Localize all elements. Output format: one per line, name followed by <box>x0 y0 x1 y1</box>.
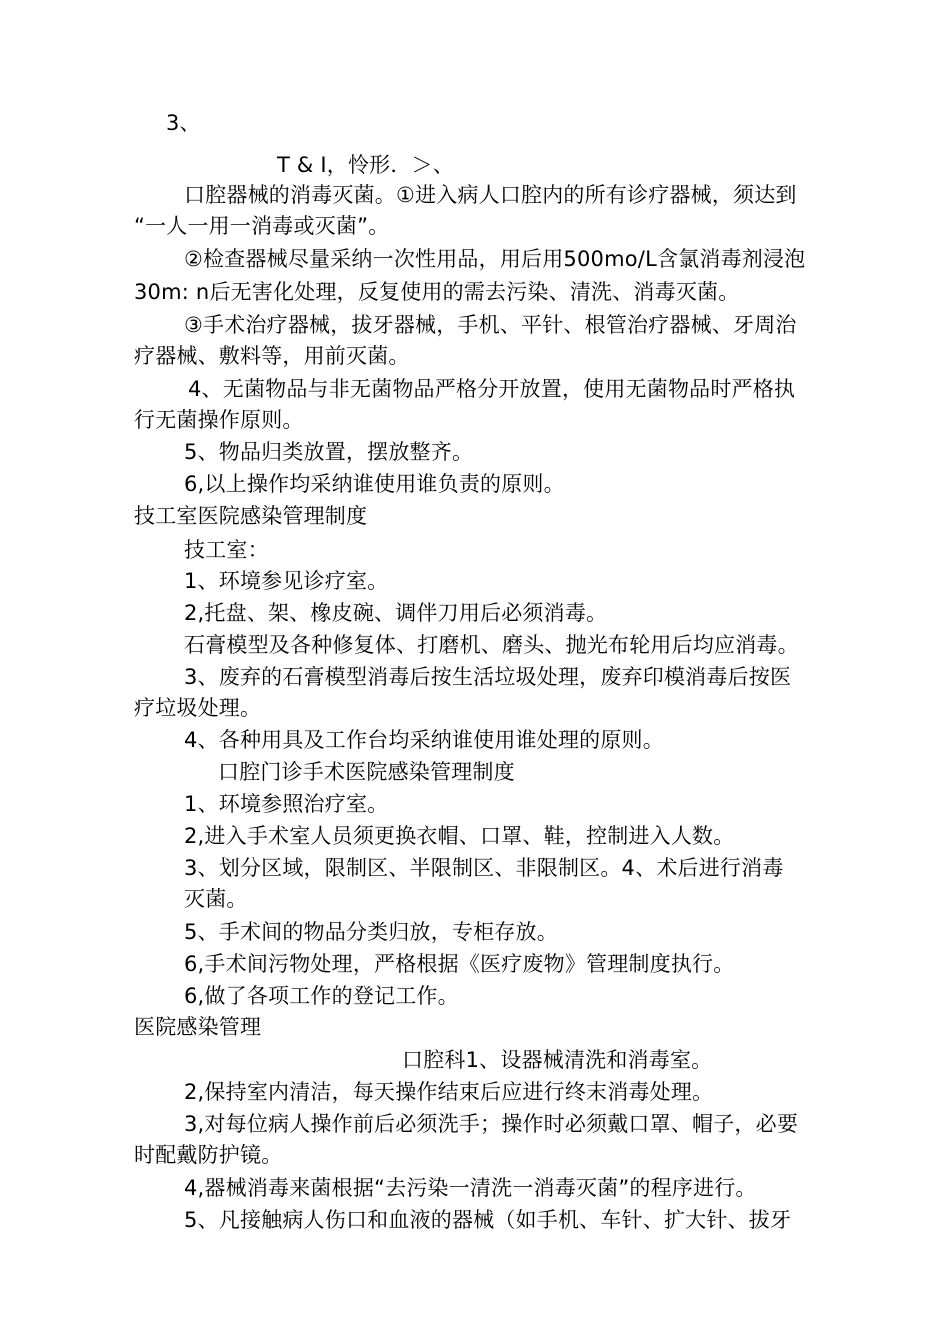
section-heading: 口腔门诊手术医院感染管理制度 <box>218 760 515 784</box>
text-line: 2,进入手术室人员须更换衣帽、口罩、鞋，控制进入人数。 <box>184 824 735 848</box>
text-line: 3、 <box>166 111 201 135</box>
text-line: 行无菌操作原则。 <box>134 408 304 432</box>
text-line: 1、环境参照治疗室。 <box>184 792 389 816</box>
text-line: 5、凡接触病人伤口和血液的器械（如手机、车针、扩大针、拔牙 <box>184 1208 792 1232</box>
section-heading: 技工室医院感染管理制度 <box>134 504 368 528</box>
text-line: 3,对每位病人操作前后必须洗手；操作时必须戴口罩、帽子，必要 <box>184 1112 799 1136</box>
text-line: 灭菌。 <box>184 887 248 911</box>
text-line: ③手术治疗器械，拔牙器械，手机、平针、根管治疗器械、牙周治 <box>184 313 797 337</box>
text-line: ②检查器械尽量采纳一次性用品，用后用500mo/L含氯消毒剂浸泡 <box>184 247 806 271</box>
section-heading: 医院感染管理 <box>134 1015 262 1039</box>
text-line: 2,保持室内清洁，每天操作结束后应进行终末消毒处理。 <box>184 1080 714 1104</box>
text-line: 疗垃圾处理。 <box>134 696 262 720</box>
text-line: 3、划分区域，限制区、半限制区、非限制区。4、术后进行消毒 <box>184 856 784 880</box>
text-line: 6,做了各项工作的登记工作。 <box>184 984 459 1008</box>
text-line: 时配戴防护镜。 <box>134 1143 283 1167</box>
text-line: 6,以上操作均采纳谁使用谁负责的原则。 <box>184 472 565 496</box>
text-line: 4、无菌物品与非无菌物品严格分开放置，使用无菌物品时严格执 <box>188 377 796 401</box>
text-line: 疗器械、敷料等，用前灭菌。 <box>134 344 410 368</box>
text-line: T & I，怜形．＞、 <box>277 153 454 177</box>
text-line: 5、物品归类放置，摆放整齐。 <box>184 440 474 464</box>
text-line: 4、各种用具及工作台均采纳谁使用谁处理的原则。 <box>184 728 664 752</box>
text-line: 6,手术间污物处理，严格根据《医疗废物》管理制度执行。 <box>184 952 735 976</box>
text-line: 口腔科1、设器械清洗和消毒室。 <box>402 1048 713 1072</box>
text-line: “一人一用一消毒或灭菌”。 <box>134 214 390 238</box>
text-line: 5、手术间的物品分类归放，专柜存放。 <box>184 920 558 944</box>
text-line: 30m: n后无害化处理，反复使用的需去污染、清洗、消毒灭菌。 <box>134 280 740 304</box>
text-line: 技工室： <box>184 538 269 562</box>
text-line: 4,器械消毒来菌根据“去污染一清洗一消毒灭菌”的程序进行。 <box>184 1176 757 1200</box>
text-line: 口腔器械的消毒灭菌。①进入病人口腔内的所有诊疗器械，须达到 <box>184 183 797 207</box>
text-line: 1、环境参见诊疗室。 <box>184 569 389 593</box>
text-line: 3、废弃的石膏模型消毒后按生活垃圾处理，废弃印模消毒后按医 <box>184 665 792 689</box>
text-line: 石膏模型及各种修复体、打磨机、磨头、抛光布轮用后均应消毒。 <box>184 633 799 657</box>
text-line: 2,托盘、架、橡皮碗、调伴刀用后必须消毒。 <box>184 601 608 625</box>
